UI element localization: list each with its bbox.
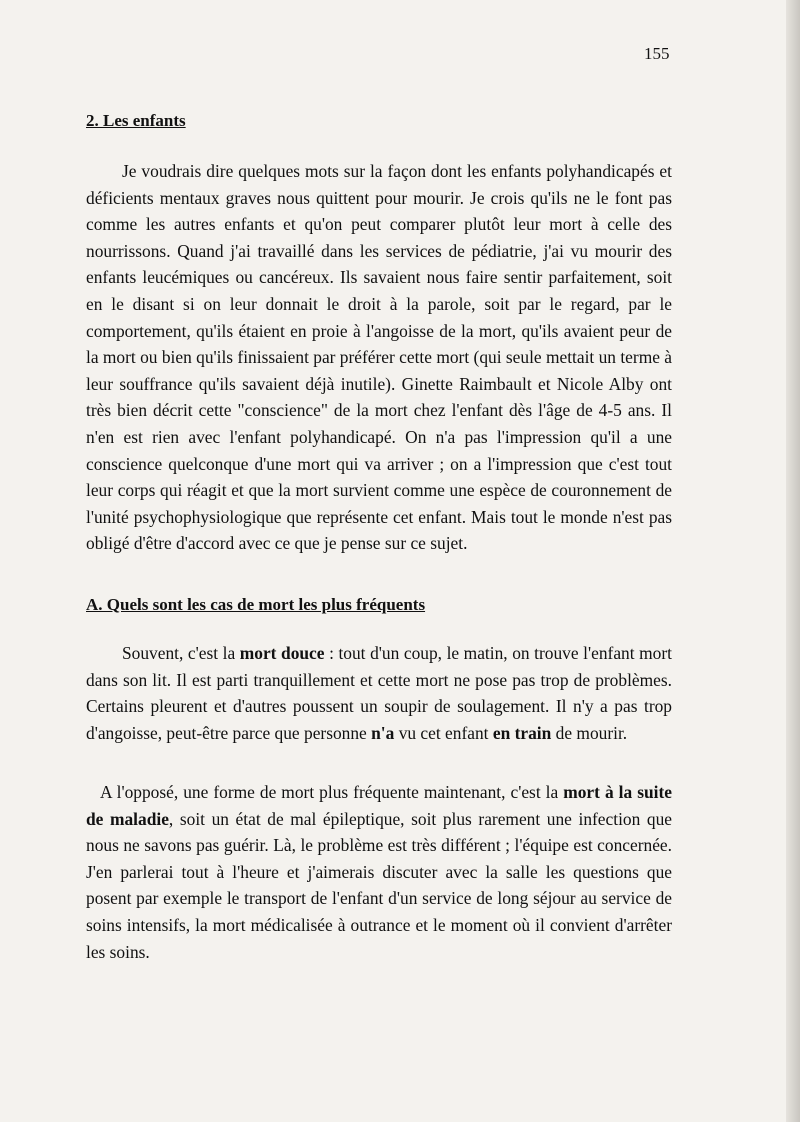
- paragraph-intro: Je voudrais dire quelques mots sur la façon dont les enfants polyhandicapés et déficients mentaux graves nous quittent pour mourir. Je crois qu'ils ne le font pas comme les autres enfants et qu'on peut comparer plutôt leur mort à celle des nourrissons. Quand j'ai travaillé dans les services de pédiatrie, j'ai vu mourir des enfants leucémiques ou cancéreux. Ils savaient nous faire sentir parfaitement, soit en le disant si on leur donnait le droit à la parole, soit par le regard, par le comportement, qu'ils étaient en proie à l'angoisse de la mort, qu'ils avaient peur de la mort ou bien qu'ils finissaient par préférer cette mort (qui seule mettait un terme à leur souffrance qu'ils savaient déjà inutile). Ginette Raimbault et Nicole Alby ont très bien décrit cette "conscience" de la mort chez l'enfant dès l'âge de 4-5 ans. Il n'en est rien avec l'enfant polyhandicapé. On n'a pas l'impression qu'il a une conscience quelconque d'une mort qui va arriver ; on a l'impression que c'est tout leur corps qui réagit et que la mort survient comme une espèce de couronnement de l'unité psychophysiologique que représente cet enfant. Mais tout le monde n'est pas obligé d'être d'accord avec ce que je pense sur ce sujet.: [86, 161, 672, 554]
- section-title: 2. Les enfants: [86, 111, 186, 130]
- bold-term-mort-maladie: mort à la suite de maladie: [86, 782, 672, 829]
- page-number: 155: [644, 44, 670, 63]
- bold-term-mort-douce: mort douce: [239, 643, 325, 663]
- text-run: de mourir.: [551, 722, 628, 743]
- bold-term-na: n'a: [371, 722, 395, 743]
- paragraph-mort-maladie: [86, 779, 672, 965]
- paragraph-mort-douce: [86, 640, 672, 746]
- text-run: vu cet enfant: [394, 722, 493, 743]
- page-edge: [786, 0, 800, 1122]
- text-run: A l'opposé, une forme de mort plus fréquente maintenant, c'est la: [100, 782, 564, 802]
- subsection-title: A. Quels sont les cas de mort les plus fréquents: [86, 595, 426, 614]
- text-run: Souvent, c'est la: [122, 643, 240, 663]
- text-run: , soit un état de mal épileptique, soit plus rarement une infection que nous ne savons pas guérir. Là, le problème est très différent ; l'équipe est concernée. J'en parlerai tout à l'heure et j'aimerais discuter avec la salle les questions que posent par exemple le transport de l'enfant d'un service de long séjour au service de soins intensifs, la mort médicalisée à outrance et le moment où il convient d'arrêter les soins.: [86, 808, 672, 962]
- bold-term-en-train: en train: [492, 722, 552, 743]
- text-run: : tout d'un coup, le matin, on trouve l'enfant mort dans son lit. Il est parti tranquillement et cette mort ne pose pas trop de problèmes. Certains pleurent et d'autres poussent un soupir de soulagement. Il n'y a pas trop d'angoisse, peut-être parce que personne: [86, 643, 672, 743]
